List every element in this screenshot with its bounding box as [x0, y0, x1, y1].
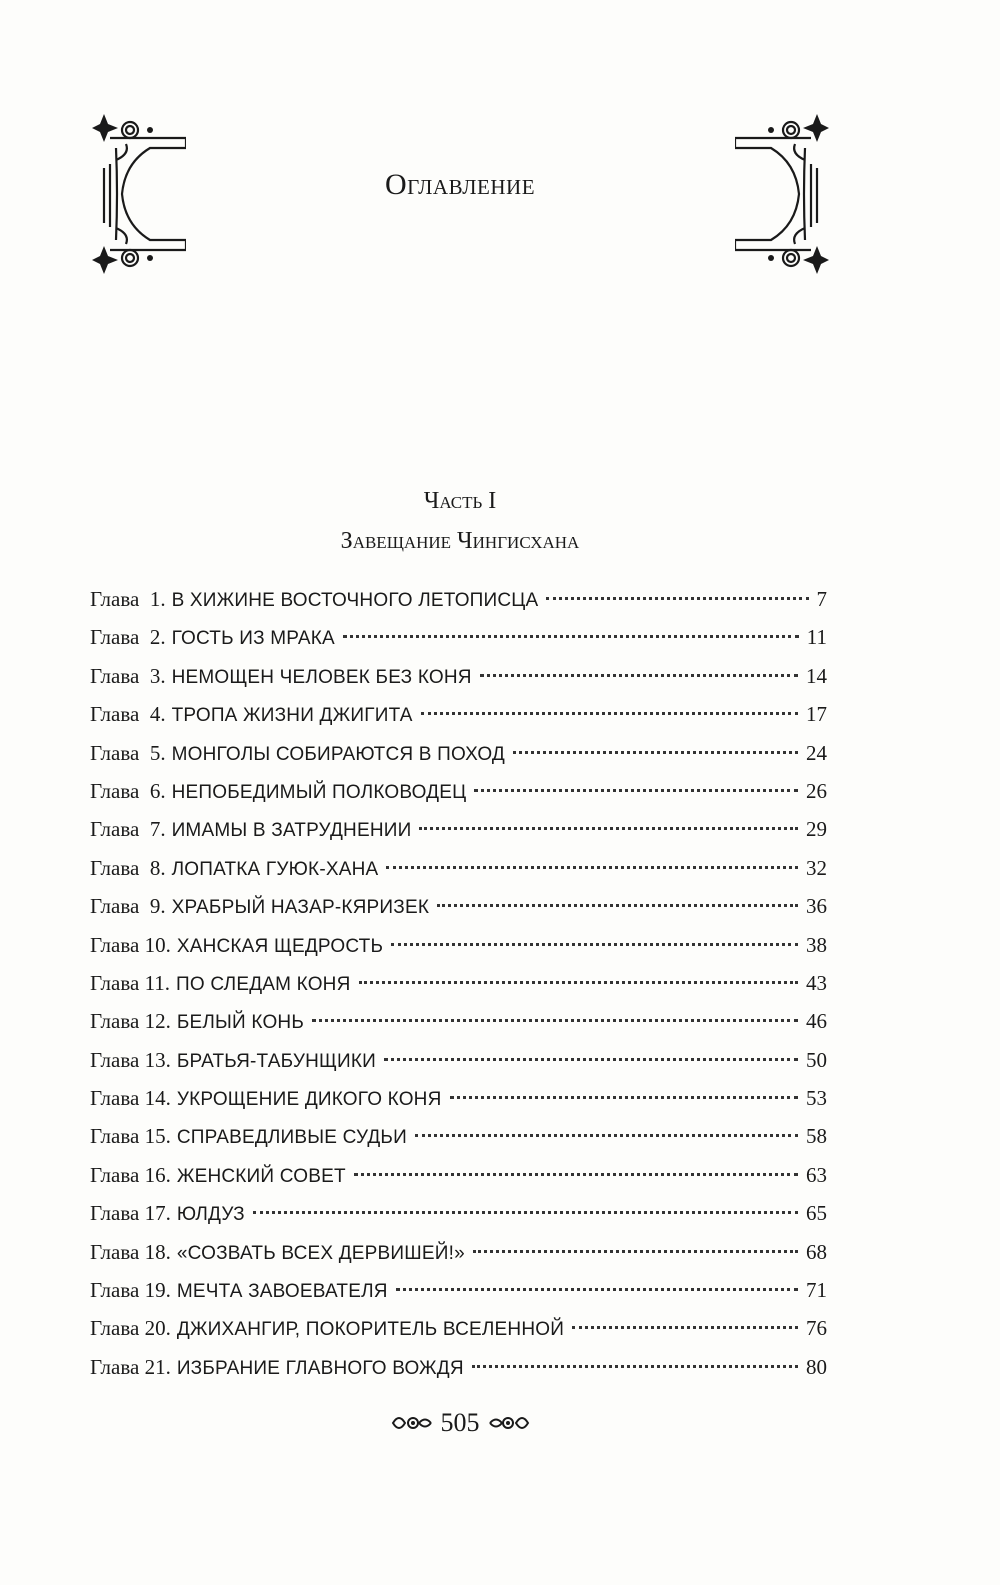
toc-entry — [90, 1198, 827, 1236]
toc-chapter-title: В ХИЖИНЕ ВОСТОЧНОГО ЛЕТОПИСЦА — [171, 590, 539, 611]
table-of-contents — [90, 584, 827, 1390]
toc-chapter-number: Глава 4. — [90, 702, 166, 727]
toc-chapter-number: Глава 1. — [90, 587, 166, 611]
toc-entry — [90, 930, 827, 968]
toc-entry — [90, 738, 827, 776]
toc-chapter-title: БЕЛЫЙ КОНЬ — [176, 1012, 305, 1034]
toc-page-number: 50 — [806, 1047, 827, 1072]
toc-dot-leader — [480, 674, 798, 677]
toc-entry — [90, 853, 827, 891]
toc-page-number: 32 — [806, 855, 827, 880]
part-number: Часть I — [423, 488, 497, 514]
left-flourish-icon — [389, 1410, 433, 1436]
toc-entry — [90, 776, 827, 814]
toc-entry — [90, 1006, 827, 1044]
toc-page-number: 58 — [806, 1124, 827, 1149]
toc-chapter-title: ЛОПАТКА ГУЮК-ХАНА — [171, 858, 379, 880]
toc-chapter-number: Глава 7. — [90, 817, 166, 842]
toc-dot-leader — [513, 751, 798, 754]
toc-chapter-number: Глава 3. — [90, 663, 166, 688]
page-heading: Оглавление — [384, 168, 536, 201]
toc-dot-leader — [391, 943, 798, 946]
toc-chapter-number: Глава 13. — [90, 1047, 171, 1072]
toc-chapter-title: СПРАВЕДЛИВЫЕ СУДЬИ — [176, 1127, 407, 1149]
toc-dot-leader — [474, 789, 798, 792]
toc-page-number: 11 — [806, 625, 827, 650]
toc-chapter-title: МОНГОЛЫ СОБИРАЮТСЯ В ПОХОД — [171, 743, 506, 765]
toc-dot-leader — [473, 1250, 798, 1253]
toc-chapter-title: МЕЧТА ЗАВОЕВАТЕЛЯ — [176, 1281, 388, 1303]
toc-chapter-number: Глава 2. — [90, 625, 166, 650]
toc-entry — [90, 891, 827, 929]
toc-entry — [90, 661, 827, 699]
toc-chapter-number: Глава 16. — [90, 1162, 171, 1187]
toc-chapter-title: УКРОЩЕНИЕ ДИКОГО КОНЯ — [176, 1089, 442, 1111]
toc-dot-leader — [472, 1365, 798, 1368]
toc-chapter-title: БРАТЬЯ-ТАБУНЩИКИ — [176, 1050, 377, 1072]
toc-dot-leader — [546, 597, 808, 600]
toc-dot-leader — [354, 1173, 798, 1176]
toc-entry — [90, 1083, 827, 1121]
toc-chapter-number: Глава 21. — [90, 1354, 171, 1379]
toc-page-number: 17 — [806, 702, 827, 727]
toc-chapter-number: Глава 11. — [90, 970, 171, 995]
toc-dot-leader — [421, 712, 798, 715]
toc-chapter-title: ЮЛДУЗ — [176, 1204, 245, 1226]
toc-chapter-number: Глава 18. — [90, 1239, 171, 1264]
toc-chapter-number: Глава 5. — [90, 740, 166, 765]
toc-entry — [90, 584, 827, 622]
toc-page-number: 26 — [806, 778, 827, 803]
toc-entry — [90, 814, 827, 852]
toc-page-number: 43 — [806, 970, 827, 995]
toc-entry — [90, 1237, 827, 1275]
toc-dot-leader — [312, 1019, 798, 1022]
toc-page-number: 24 — [806, 740, 827, 765]
toc-page-number: 80 — [806, 1354, 827, 1379]
toc-page-number: 71 — [806, 1278, 827, 1303]
toc-page-number: 14 — [806, 663, 827, 688]
toc-page-number: 63 — [806, 1162, 827, 1187]
toc-entry — [90, 1313, 827, 1351]
toc-dot-leader — [437, 904, 798, 907]
toc-chapter-title: ПО СЛЕДАМ КОНЯ — [176, 973, 351, 995]
toc-entry — [90, 699, 827, 737]
toc-entry — [90, 622, 827, 660]
toc-chapter-number: Глава 19. — [90, 1278, 171, 1303]
toc-entry — [90, 1160, 827, 1198]
toc-dot-leader — [253, 1211, 798, 1214]
right-flourish-icon — [488, 1410, 532, 1436]
toc-chapter-title: ГОСТЬ ИЗ МРАКА — [171, 628, 335, 650]
toc-page-number: 29 — [806, 817, 827, 842]
toc-chapter-title: ИМАМЫ В ЗАТРУДНЕНИИ — [171, 820, 412, 842]
toc-entry — [90, 1121, 827, 1159]
toc-dot-leader — [415, 1134, 798, 1137]
toc-chapter-number: Глава 20. — [90, 1316, 171, 1341]
toc-chapter-number: Глава 6. — [90, 778, 166, 803]
page-footer — [0, 1408, 920, 1438]
toc-chapter-number: Глава 17. — [90, 1201, 171, 1226]
toc-chapter-title: ТРОПА ЖИЗНИ ДЖИГИТА — [171, 705, 413, 727]
toc-chapter-title: ЖЕНСКИЙ СОВЕТ — [176, 1165, 346, 1187]
toc-chapter-number: Глава 9. — [90, 894, 166, 919]
toc-chapter-number: Глава 10. — [90, 932, 171, 957]
toc-page-number: 46 — [806, 1009, 827, 1034]
toc-page-number: 53 — [806, 1086, 827, 1111]
toc-chapter-number: Глава 15. — [90, 1124, 171, 1149]
toc-dot-leader — [419, 827, 798, 830]
toc-chapter-title: ИЗБРАНИЕ ГЛАВНОГО ВОЖДЯ — [176, 1357, 464, 1379]
toc-entry — [90, 1275, 827, 1313]
toc-page-number: 68 — [806, 1239, 827, 1264]
toc-dot-leader — [396, 1288, 798, 1291]
toc-entry — [90, 968, 827, 1006]
toc-chapter-number: Глава 14. — [90, 1086, 171, 1111]
toc-page-number: 7 — [816, 587, 827, 611]
toc-dot-leader — [359, 981, 798, 984]
toc-dot-leader — [386, 866, 798, 869]
toc-dot-leader — [572, 1326, 798, 1329]
toc-entry — [90, 1045, 827, 1083]
toc-chapter-title: «СОЗВАТЬ ВСЕХ ДЕРВИШЕЙ!» — [176, 1242, 465, 1264]
toc-page-number: 36 — [806, 894, 827, 919]
toc-chapter-title: ХРАБРЫЙ НАЗАР-КЯРИЗЕК — [171, 897, 430, 919]
part-title: Завещание Чингисхана — [340, 528, 580, 554]
toc-dot-leader — [450, 1096, 798, 1099]
toc-chapter-title: ДЖИХАНГИР, ПОКОРИТЕЛЬ ВСЕЛЕННОЙ — [176, 1319, 565, 1341]
toc-chapter-title: НЕМОЩЕН ЧЕЛОВЕК БЕЗ КОНЯ — [171, 666, 472, 688]
toc-chapter-number: Глава 12. — [90, 1009, 171, 1034]
toc-page-number: 65 — [806, 1201, 827, 1226]
toc-chapter-title: НЕПОБЕДИМЫЙ ПОЛКОВОДЕЦ — [171, 781, 467, 803]
toc-entry — [90, 1352, 827, 1390]
toc-chapter-title: ХАНСКАЯ ЩЕДРОСТЬ — [176, 935, 384, 957]
toc-page-number: 38 — [806, 932, 827, 957]
toc-dot-leader — [384, 1058, 798, 1061]
toc-chapter-number: Глава 8. — [90, 855, 166, 880]
page-number: 505 — [440, 1408, 480, 1437]
toc-page-number: 76 — [806, 1316, 827, 1341]
toc-dot-leader — [343, 635, 799, 638]
